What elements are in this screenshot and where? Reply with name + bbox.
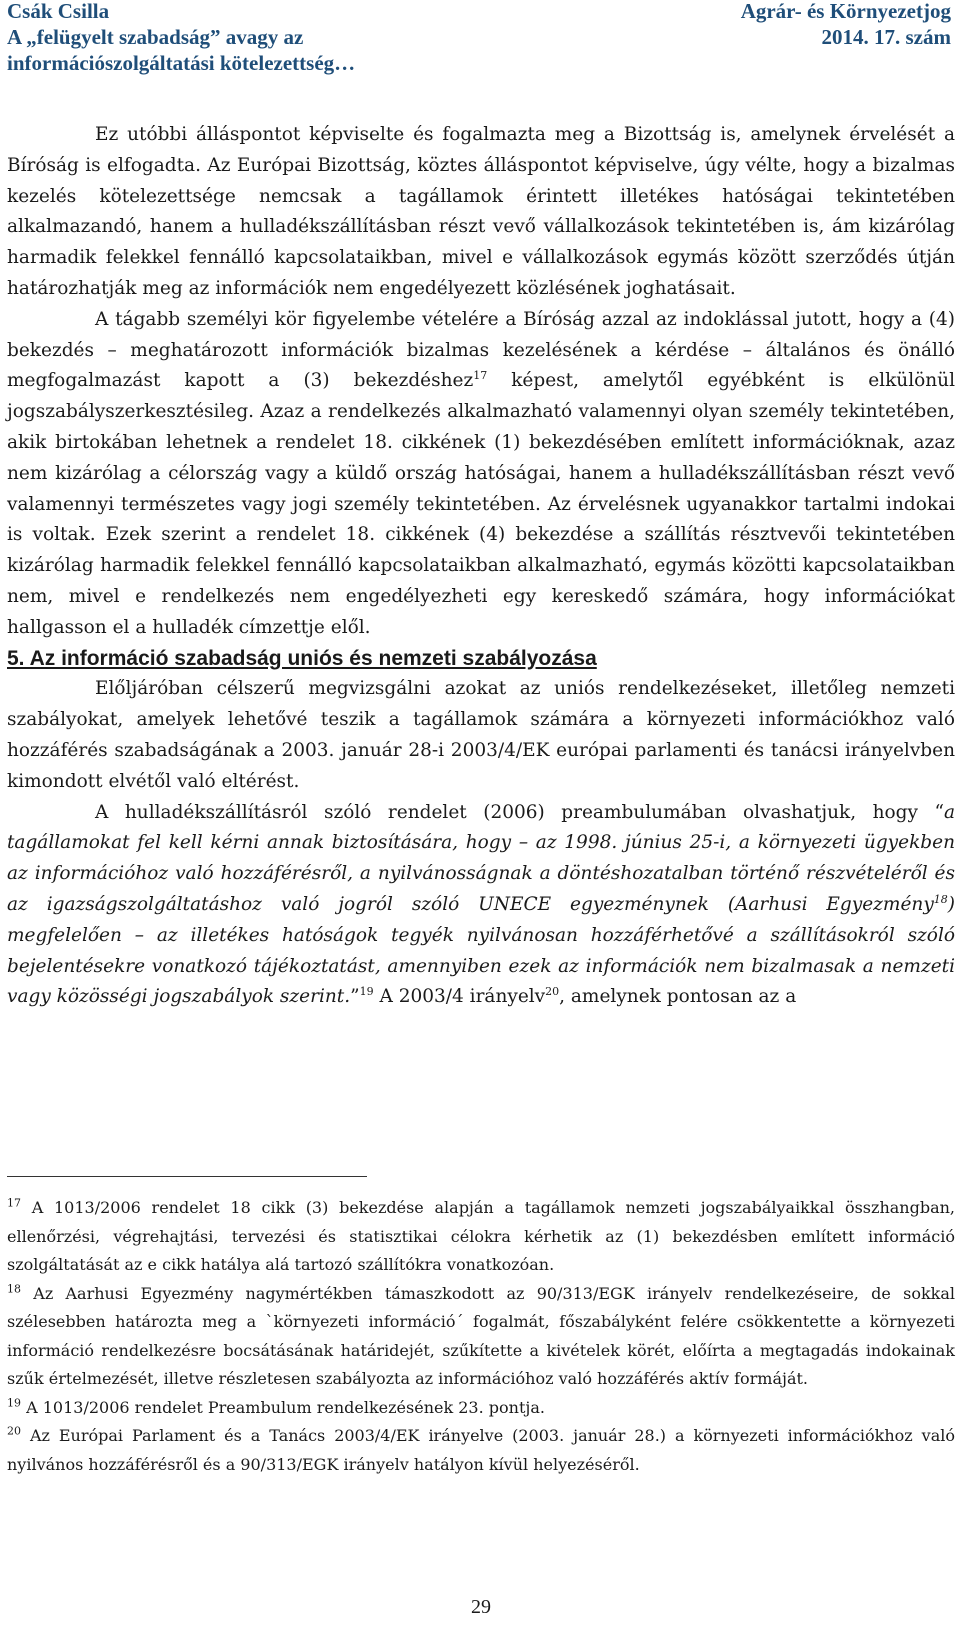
paragraph-1: Ez utóbbi álláspontot képviselte és fogalmazta meg a Bizottság is, amelynek érvelését a Bíróság is elfogadta. Az Európai Bizottság, köztes álláspontot képviselve, úgy vélte, hogy a bizalmas kezelés kötelezettsége nemcsak a tagállamok érintett illetékes hatóságai tekintetében alkalmazandó, hanem a hulladékszállításban részt vevő vállalkozások tekintetében is, ám kizárólag harmadik felekkel fennálló kapcsolataikban, mivel e vállalkozások egymás között szerződés útján határozhatják meg az információk nem engedélyezett közlésének joghatásait. bbox=[7, 124, 955, 299]
header-author: Csák Csilla bbox=[7, 0, 110, 23]
header-journal: Agrár- és Környezetjog bbox=[740, 0, 951, 23]
footnote-separator bbox=[7, 1176, 367, 1177]
paragraph-4: A hulladékszállításról szóló rendelet (2006) preambulumában olvashatjuk, hogy “a tagállamokat fel kell kérni annak biztosítására, hogy – az 1998. június 25-i, a környezeti ügyekben az információhoz való hozzáférésről, a nyilvánosságnak a döntéshozatalban történő részvételéről és az igazságszolgáltatáshoz való jogról szóló UNECE egyezménynek (Aarhusi Egyezmény$^{18}$) megfelelően – az illetékes hatóságok tegyék nyilvánosan hozzáférhetővé a szállításokról szóló bejelentésekre vonatkozó tájékoztatást, amennyiben ezek az információk nem bizalmasak a nemzeti vagy közösségi jogszabályok szerint.”$^{19}$ A 2003/4 irányelv$^{20}$, amelynek pontosan az a bbox=[7, 801, 955, 1008]
page-number: 29 bbox=[471, 1596, 491, 1618]
running-header-left bbox=[7, 0, 355, 76]
header-title-line1: A „felügyelt szabadság” avagy az bbox=[7, 25, 304, 49]
footnote-17: $^{17}$ A 1013/2006 rendelet 18 cikk (3) bekezdése alapján a tagállamok nemzeti jogszabályaikkal összhangban, ellenőrzési, végrehajtási, tervezési és statisztikai célokra kérhetik az (1) bekezdésben említett információ szolgáltatását az e cikk hatálya alá tartozó szállítókra vonatkozóan. bbox=[7, 1196, 955, 1274]
footnote-18: $^{18}$ Az Aarhusi Egyezmény nagymértékben támaszkodott az 90/313/EGK irányelv rendelkezéseire, de sokkal szélesebben határozta meg a `környezeti információ´ fogalmát, főszabályként felére csökkentette a környezeti információ rendelkezésre bocsátásának határidejét, szűkítette a kivételek körét, előírta a megtagadás indokainak szűk értelmezését, illetve részletesen szabályozta az információhoz való hozzáférés aktív formáját. bbox=[7, 1282, 955, 1388]
paragraph-3: Előljáróban célszerű megvizsgálni azokat az uniós rendelkezéseket, illetőleg nemzeti szabályokat, amelyek lehetővé teszik a tagállamok számára a környezeti információkhoz való hozzáférés szabadságának a 2003. január 28-i 2003/4/EK európai parlamenti és tanácsi irányelvben kimondott elvétől való eltérést. bbox=[7, 678, 955, 792]
footnote-20: $^{20}$ Az Európai Parlament és a Tanács 2003/4/EK irányelve (2003. január 28.) a környezeti információkhoz való nyilvános hozzáférésről és a 90/313/EGK irányelv hatályon kívül helyezéséről. bbox=[7, 1424, 955, 1474]
section-heading: 5. Az információ szabadság uniós és nemzeti szabályozása bbox=[7, 646, 597, 670]
header-title-line2: információszolgáltatási kötelezettség… bbox=[7, 51, 356, 75]
footnote-ref-20: 20 bbox=[545, 985, 560, 999]
footnotes bbox=[7, 1194, 955, 1479]
footnote-19: $^{19}$ A 1013/2006 rendelet Preambulum rendelkezésének 23. pontja. bbox=[7, 1396, 545, 1417]
footnote-ref-19: 19 bbox=[359, 985, 374, 999]
paragraph-2: A tágabb személyi kör figyelembe vételére a Bíróság azzal az indoklással jutott, hogy a (4) bekezdés – meghatározott információk bizalmas kezelésének a kérdése – általános és önálló megfogalmazást kapott a (3) bekezdéshez$^{17}$ képest, amelytől egyébként is elkülönül jogszabályszerkesztésileg. Azaz a rendelkezés alkalmazható valamennyi olyan személy tekintetében, akik birtokában lehetnek a rendelet 18. cikkének (1) bekezdésében említett információknak, azaz nem kizárólag a célország vagy a küldő ország hatóságai, hanem a hulladékszállításban részt vevő valamennyi természetes vagy jogi személy tekintetében. Az érvelésnek ugyanakkor tartalmi indokai is voltak. Ezek szerint a rendelet 18. cikkének (4) bekezdése a szállítás résztvevői tekintetében kizárólag harmadik felekkel fennálló kapcsolataikban alkalmazható, egymás közötti kapcsolataikban nem, mivel e rendelkezés nem engedélyezheti egy kereskedő számára, hogy információkat hallgasson el a hulladék címzettje elől. bbox=[7, 308, 955, 638]
footnote-ref-18: 18 bbox=[933, 892, 948, 906]
header-issue: 2014. 17. szám bbox=[821, 25, 951, 49]
footnote-ref-17: 17 bbox=[473, 369, 488, 383]
main-text bbox=[7, 120, 955, 1013]
quotation: a tagállamokat fel kell kérni annak biztosítására, hogy – az 1998. június 25-i, a környezeti ügyekben az információhoz való hozzáférésről, a nyilvánosságnak a döntéshozatalban történő részvételéről és az igazságszolgáltatáshoz való jogról szóló UNECE egyezménynek (Aarhusi Egyezmény bbox=[7, 801, 955, 915]
running-header-right bbox=[741, 0, 951, 50]
